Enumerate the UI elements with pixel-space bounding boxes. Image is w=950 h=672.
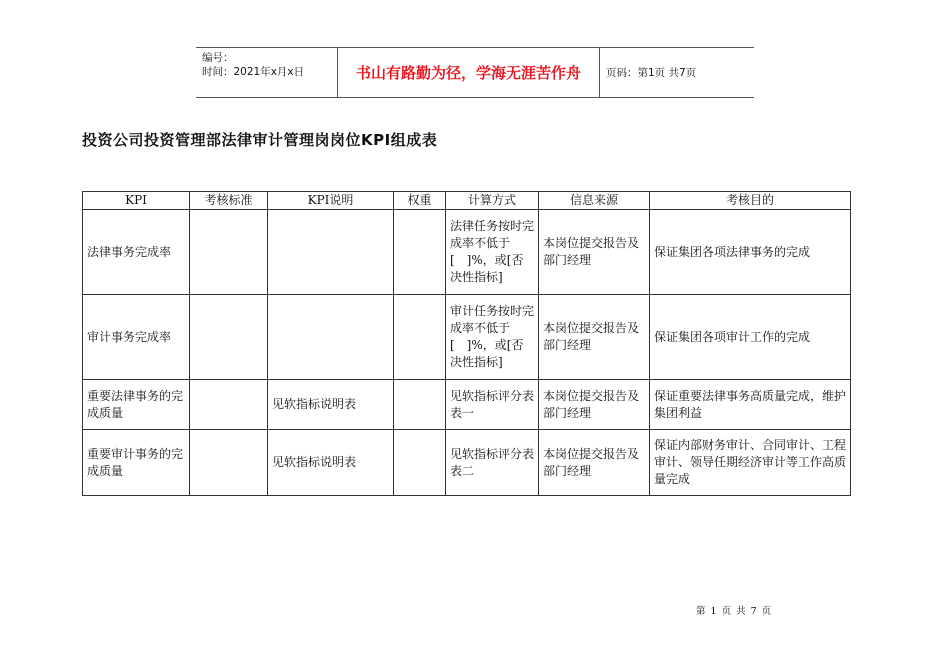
description-cell	[268, 295, 394, 380]
column-header-description: KPI说明	[268, 192, 394, 210]
table-row	[83, 430, 851, 496]
weight-cell	[394, 295, 446, 380]
standard-cell	[190, 210, 268, 295]
kpi-cell: 法律事务完成率	[83, 210, 190, 295]
calculation-cell: 法律任务按时完成率不低于[ ]%，或[否决性指标]	[446, 210, 539, 295]
standard-cell	[190, 380, 268, 430]
calculation-cell: 见软指标评分表表二	[446, 430, 539, 496]
column-header-standard: 考核标准	[190, 192, 268, 210]
header-meta	[196, 48, 338, 97]
kpi-cell: 重要审计事务的完成质量	[83, 430, 190, 496]
purpose-cell: 保证重要法律事务高质量完成，维护集团利益	[650, 380, 851, 430]
source-cell: 本岗位提交报告及部门经理	[539, 380, 650, 430]
weight-cell	[394, 430, 446, 496]
document-number-label: 编号：	[202, 52, 234, 64]
purpose-cell: 保证集团各项法律事务的完成	[650, 210, 851, 295]
table-row	[83, 380, 851, 430]
weight-cell	[394, 210, 446, 295]
header-motto: 书山有路勤为径，学海无涯苦作舟	[338, 48, 600, 97]
column-header-weight: 权重	[394, 192, 446, 210]
standard-cell	[190, 430, 268, 496]
description-cell	[268, 210, 394, 295]
description-cell: 见软指标说明表	[268, 380, 394, 430]
kpi-table	[82, 191, 851, 496]
standard-cell	[190, 295, 268, 380]
column-header-source: 信息来源	[539, 192, 650, 210]
description-cell: 见软指标说明表	[268, 430, 394, 496]
column-header-kpi: KPI	[83, 192, 190, 210]
page-footer: 第 1 页 共 7 页	[696, 606, 773, 617]
weight-cell	[394, 380, 446, 430]
purpose-cell: 保证内部财务审计、合同审计、工程审计、领导任期经济审计等工作高质量完成	[650, 430, 851, 496]
document-header	[196, 47, 754, 98]
column-header-calculation: 计算方式	[446, 192, 539, 210]
table-row	[83, 210, 851, 295]
source-cell: 本岗位提交报告及部门经理	[539, 295, 650, 380]
kpi-cell: 审计事务完成率	[83, 295, 190, 380]
header-page-label: 页码：第1页 共7页	[606, 67, 697, 79]
document-title: 投资公司投资管理部法律审计管理岗岗位KPI组成表	[82, 131, 438, 149]
source-cell: 本岗位提交报告及部门经理	[539, 210, 650, 295]
table-row	[83, 295, 851, 380]
purpose-cell: 保证集团各项审计工作的完成	[650, 295, 851, 380]
column-header-purpose: 考核目的	[650, 192, 851, 210]
calculation-cell: 审计任务按时完成率不低于[ ]%，或[否决性指标]	[446, 295, 539, 380]
calculation-cell: 见软指标评分表表一	[446, 380, 539, 430]
document-time-label: 时间：2021年x月x日	[202, 66, 305, 78]
table-header-row	[83, 192, 851, 210]
kpi-cell: 重要法律事务的完成质量	[83, 380, 190, 430]
source-cell: 本岗位提交报告及部门经理	[539, 430, 650, 496]
